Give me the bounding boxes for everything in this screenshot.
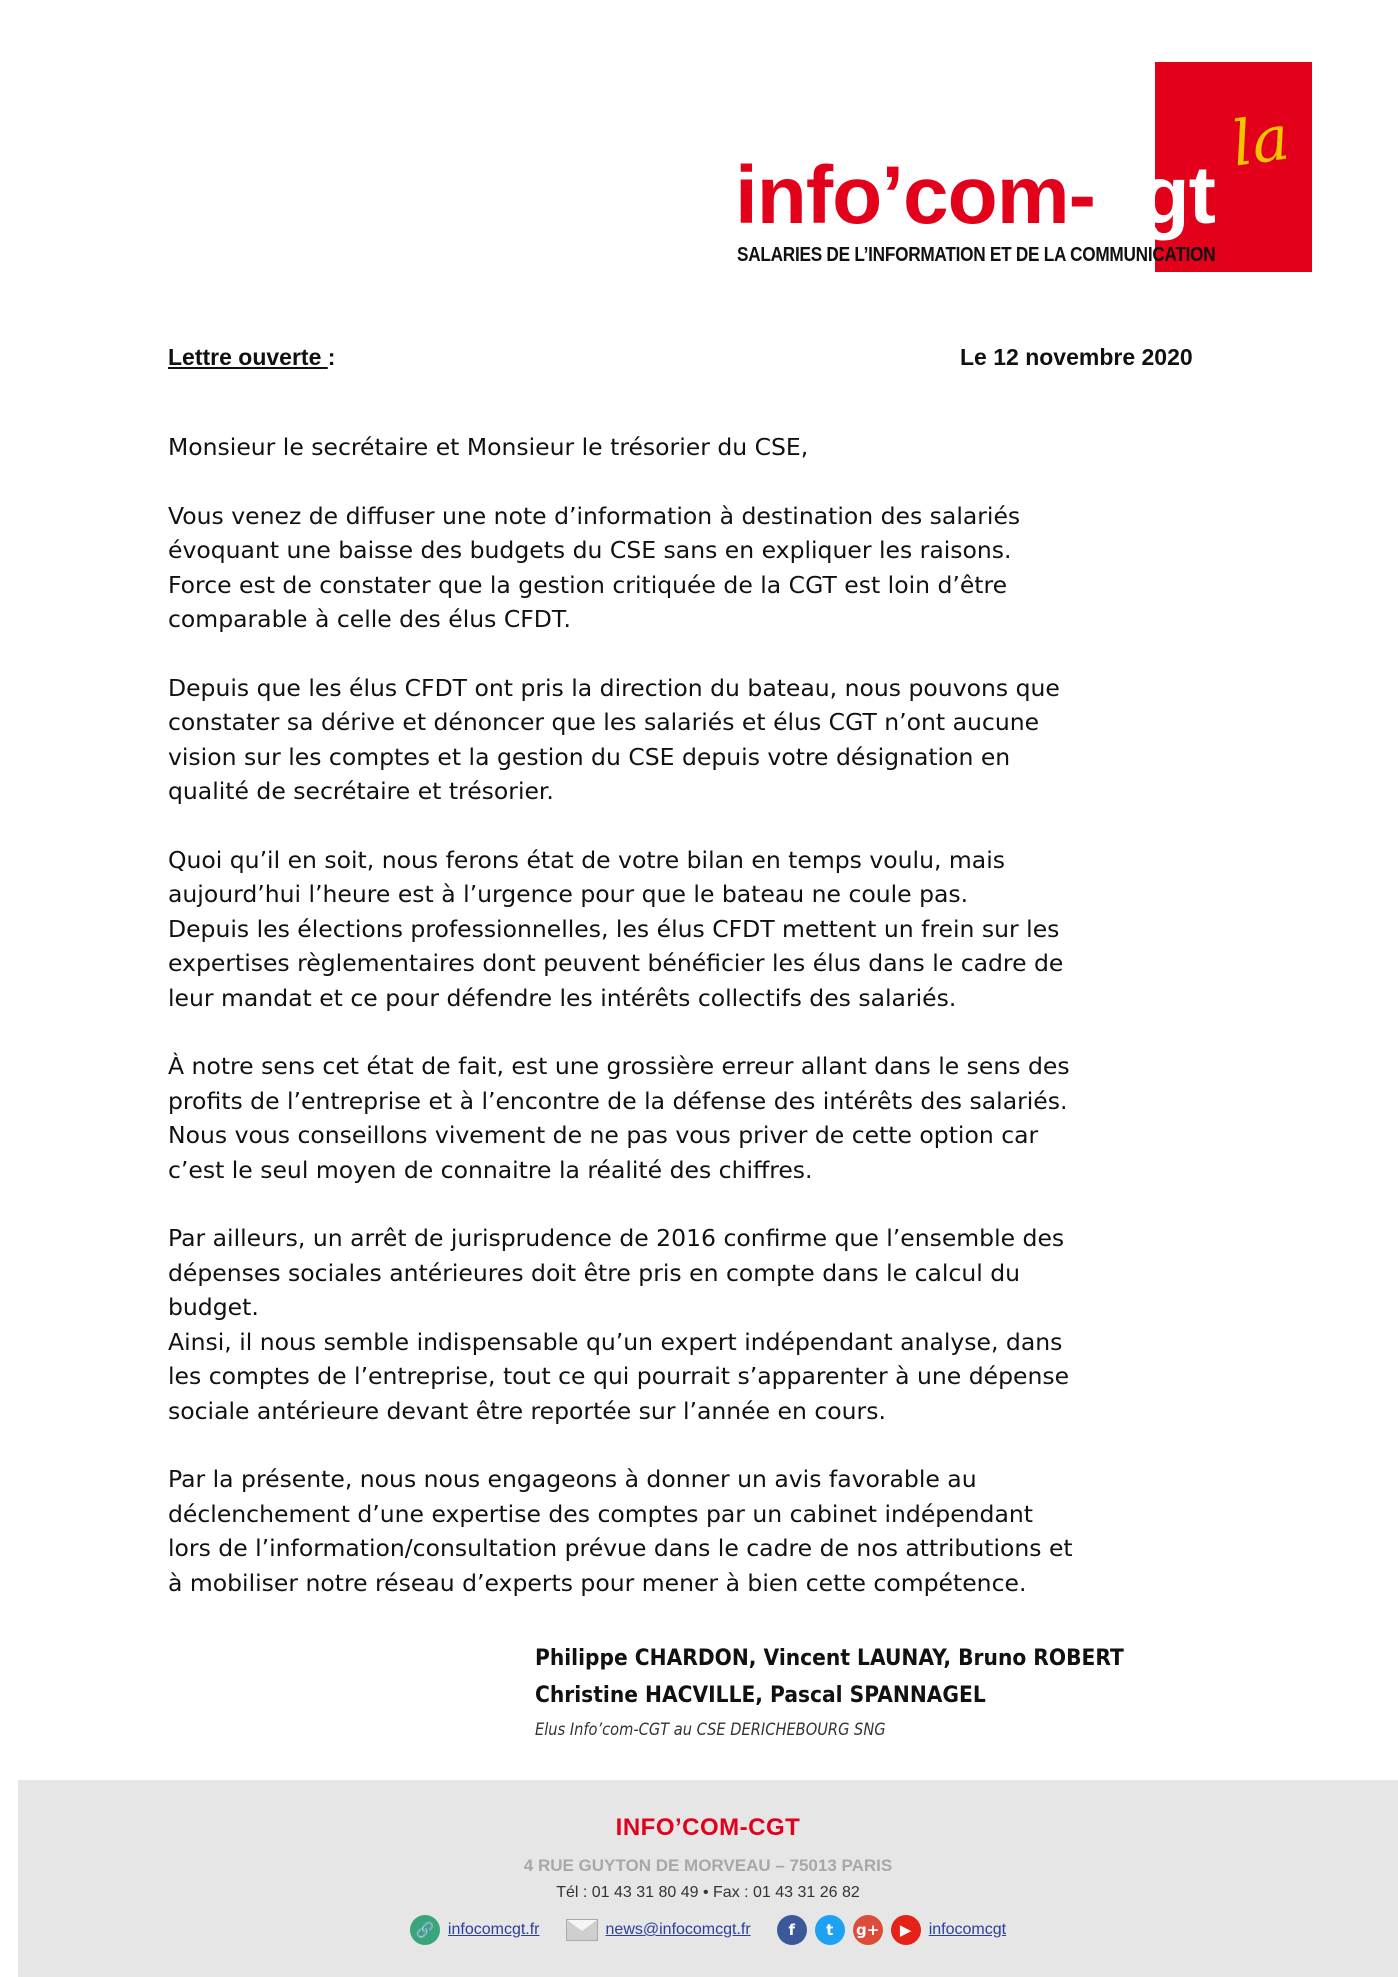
logo-cgt-text: cgt <box>1094 150 1215 241</box>
paragraph-1: Vous venez de diffuser une note d’information à destination des salariés évoquant une baisse des budgets du CSE sans en expliquer les raisons. Force est de constater que la gestion critiquée de la CGT est loin d’être comparable à celle des élus CFDT. <box>168 501 1021 633</box>
google-plus-icon[interactable]: g+ <box>853 1915 883 1945</box>
paragraph-3: Quoi qu’il en soit, nous ferons état de votre bilan en temps voulu, mais aujourd’hui l’heure est à l’urgence pour que le bateau ne coule pas. Depuis les élections professionnelles, les élus CFDT mettent un frein sur les expertises règlementaires dont peuvent bénéficier les élus dans le cadre de leur mandat et ce pour défendre les intérêts collectifs des salariés. <box>168 845 1064 1012</box>
paragraph-5: Par ailleurs, un arrêt de jurisprudence de 2016 confirme que l’ensemble des dépenses sociales antérieures doit être pris en compte dans le calcul du budget. Ainsi, il nous semble indispensable qu’un expert indépendant analyse, dans les comptes de l’entreprise, tout ce qui pourrait s’apparenter à une dépense sociale antérieure devant être reportée sur l’année en cours. <box>168 1224 1070 1425</box>
logo-infocom-text: info’com- <box>735 150 1095 241</box>
email-link[interactable]: news@infocomcgt.fr <box>605 1921 751 1938</box>
social-handle-link[interactable]: infocomcgt <box>928 1921 1007 1938</box>
signatories-role: Elus Info’com-CGT au CSE DERICHEBOURG SNG <box>535 1720 886 1740</box>
signatories-line-1: Philippe CHARDON, Vincent LAUNAY, Bruno ROBERT <box>535 1646 1124 1671</box>
footer-address: 4 RUE GUYTON DE MORVEAU – 75013 PARIS <box>523 1856 893 1875</box>
footer-org-name: INFO’COM-CGT <box>615 1814 801 1841</box>
paragraph-6: Par la présente, nous nous engageons à donner un avis favorable au déclenchement d’une expertise des comptes par un cabinet indépendant lors de l’information/consultation prévue dans le cadre de nos attributions et à mobiliser notre réseau d’experts pour mener à bien cette compétence. <box>168 1465 1073 1597</box>
logo-la-script: la <box>1227 100 1294 181</box>
document-type-label: Lettre ouverte <box>168 344 328 370</box>
footer-links <box>18 1912 1398 1948</box>
logo-subtitle: SALARIES DE L’INFORMATION ET DE LA COMMUNICATION <box>737 244 1216 266</box>
youtube-icon[interactable]: ▶ <box>891 1915 921 1945</box>
footer-phone-fax: Tél : 01 43 31 80 49 • Fax : 01 43 31 26 82 <box>556 1884 860 1901</box>
logo-wordmark <box>735 150 1215 241</box>
facebook-icon[interactable]: f <box>777 1915 807 1945</box>
signatories <box>535 1640 1124 1714</box>
letter-body <box>168 430 1248 1634</box>
document-type-colon: : <box>327 344 336 370</box>
signatories-line-2: Christine HACVILLE, Pascal SPANNAGEL <box>535 1683 986 1708</box>
document-date: Le 12 novembre 2020 <box>960 344 1193 370</box>
document-type <box>168 344 335 371</box>
twitter-icon[interactable]: t <box>815 1915 845 1945</box>
footer <box>18 1780 1398 1977</box>
link-icon: 🔗 <box>410 1915 440 1945</box>
paragraph-2: Depuis que les élus CFDT ont pris la direction du bateau, nous pouvons que constater sa dérive et dénoncer que les salariés et élus CGT n’ont aucune vision sur les comptes et la gestion du CSE depuis votre désignation en qualité de secrétaire et trésorier. <box>168 673 1060 805</box>
paragraph-4: À notre sens cet état de fait, est une grossière erreur allant dans le sens des profits de l’entreprise et à l’encontre de la défense des intérêts des salariés. Nous vous conseillons vivement de ne pas vous priver de cette option car c’est le seul moyen de connaitre la réalité des chiffres. <box>168 1052 1070 1184</box>
website-link[interactable]: infocomcgt.fr <box>447 1921 540 1938</box>
salutation: Monsieur le secrétaire et Monsieur le trésorier du CSE, <box>168 433 809 461</box>
mail-icon <box>566 1919 598 1941</box>
